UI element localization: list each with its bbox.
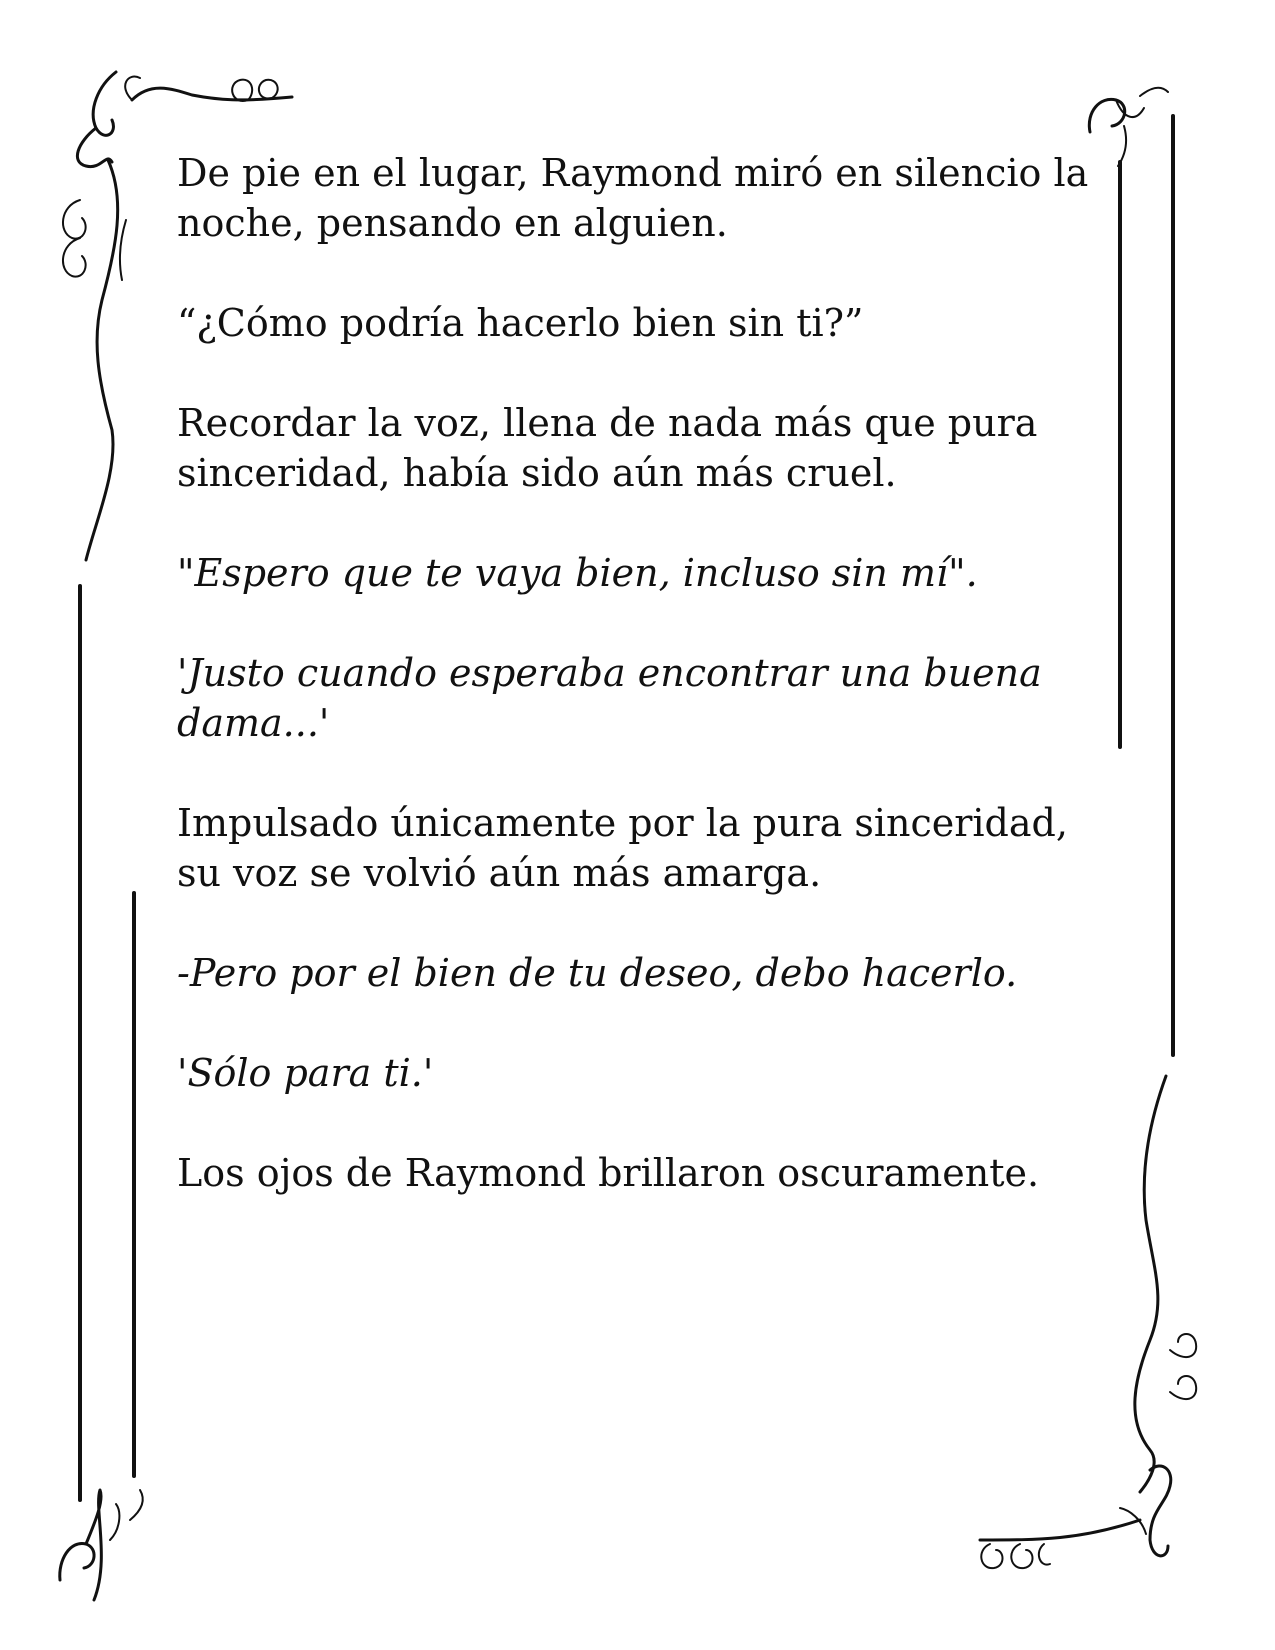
paragraph-8: 'Sólo para ti.'	[177, 1051, 434, 1095]
flourish-top-right-icon	[1089, 88, 1168, 166]
paragraph-3: Recordar la voz, llena de nada más que pura sinceridad, había sido aún más cruel.	[177, 401, 1038, 495]
paragraph-6: Impulsado únicamente por la pura sinceridad, su voz se volvió aún más amarga.	[177, 801, 1068, 895]
paragraph-1: De pie en el lugar, Raymond miró en silencio la noche, pensando en alguien.	[177, 151, 1089, 245]
paragraph-4: "Espero que te vaya bien, incluso sin mí".	[177, 551, 978, 595]
paragraph-2: “¿Cómo podría hacerlo bien sin ti?”	[177, 301, 864, 345]
flourish-bottom-left-icon	[60, 1490, 143, 1600]
story-text	[177, 148, 1097, 1248]
paragraph-9: Los ojos de Raymond brillaron oscuramente.	[177, 1151, 1040, 1195]
paragraph-5: 'Justo cuando esperaba encontrar una buena dama...'	[177, 651, 1042, 745]
paragraph-7: -Pero por el bien de tu deseo, debo hacerlo.	[177, 951, 1018, 995]
